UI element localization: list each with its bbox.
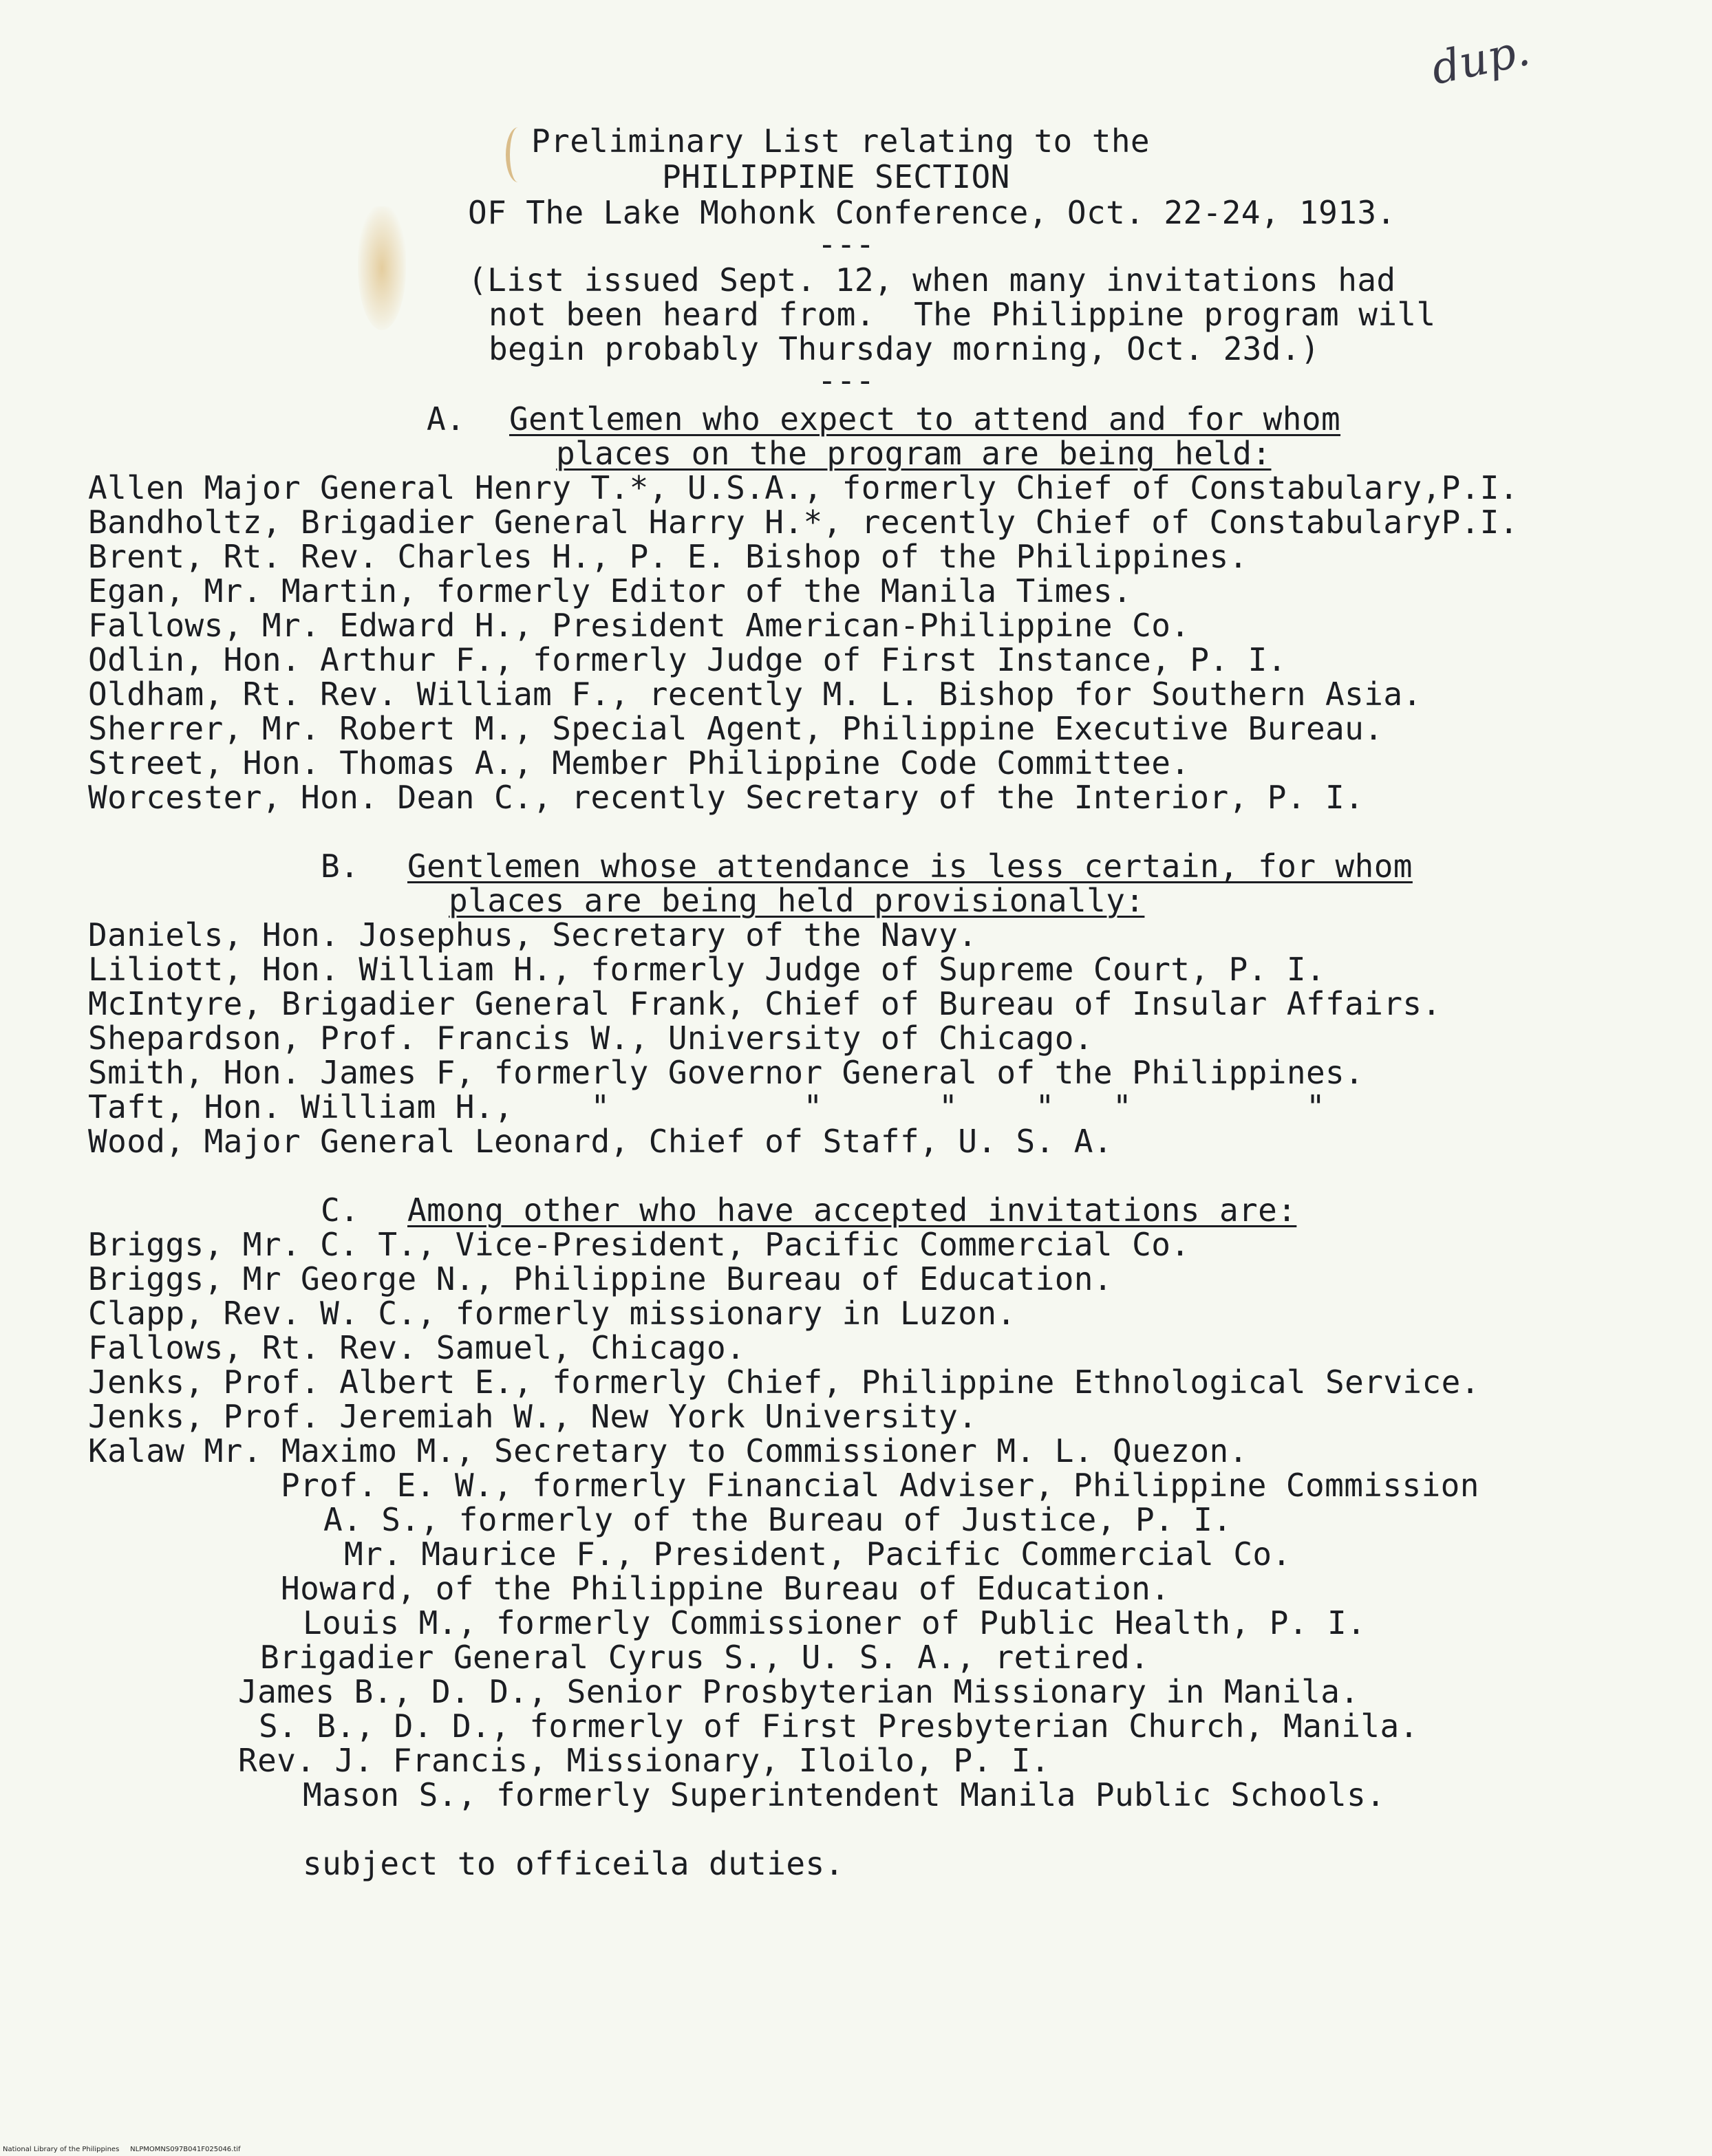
closing-note: subject to officeila duties.	[303, 1845, 844, 1882]
list-item: Briggs, Mr George N., Philippine Bureau of Education.	[88, 1260, 1113, 1297]
list-item: Oldham, Rt. Rev. William F., recently M. L. Bishop for Southern Asia.	[88, 676, 1422, 713]
list-item: Howard, of the Philippine Bureau of Education.	[281, 1570, 1170, 1607]
section-c-letter: C.	[321, 1192, 360, 1229]
rust-stain	[358, 206, 406, 330]
list-item: Mr. Maurice F., President, Pacific Commercial Co.	[344, 1535, 1292, 1573]
handwritten-note: dup.	[1426, 24, 1534, 96]
list-item: Brent, Rt. Rev. Charles H., P. E. Bishop of the Philippines.	[88, 538, 1248, 575]
list-item: Worcester, Hon. Dean C., recently Secretary of the Interior, P. I.	[88, 779, 1365, 816]
list-item: Jenks, Prof. Albert E., formerly Chief, Philippine Ethnological Service.	[88, 1363, 1480, 1401]
list-item: Wood, Major General Leonard, Chief of Staff, U. S. A.	[88, 1123, 1113, 1160]
section-a-letter: A.	[427, 400, 466, 438]
header-line-1: Preliminary List relating to the	[531, 122, 1151, 160]
list-item: McIntyre, Brigadier General Frank, Chief of Bureau of Insular Affairs.	[88, 985, 1442, 1022]
paper-clip-mark	[506, 127, 531, 182]
section-b-letter: B.	[321, 848, 360, 885]
section-b-heading-2: places are being held provisionally:	[449, 882, 1145, 919]
list-item: Clapp, Rev. W. C., formerly missionary in Luzon.	[88, 1295, 1016, 1332]
list-item: Sherrer, Mr. Robert M., Special Agent, Philippine Executive Bureau.	[88, 710, 1384, 747]
list-item: Shepardson, Prof. Francis W., University of Chicago.	[88, 1020, 1093, 1057]
section-a-heading-2: places on the program are being held:	[556, 435, 1272, 472]
list-item: Daniels, Hon. Josephus, Secretary of the Navy.	[88, 916, 978, 953]
scan-footer: National Library of the Philippines NLPMOMNS097B041F025046.tif	[3, 2146, 241, 2153]
list-item: S. B., D. D., formerly of First Presbyterian Church, Manila.	[259, 1707, 1419, 1745]
list-item: Kalaw Mr. Maximo M., Secretary to Commissioner M. L. Quezon.	[88, 1432, 1248, 1469]
list-item: Rev. J. Francis, Missionary, Iloilo, P. I.	[238, 1742, 1050, 1779]
header-separator-2: ---	[817, 362, 875, 399]
list-item: Fallows, Rt. Rev. Samuel, Chicago.	[88, 1329, 746, 1366]
header-note-1: (List issued Sept. 12, when many invitations had	[468, 261, 1396, 299]
list-item: Briggs, Mr. C. T., Vice-President, Pacific Commercial Co.	[88, 1226, 1190, 1263]
list-item: Egan, Mr. Martin, formerly Editor of the Manila Times.	[88, 572, 1133, 610]
list-item: Bandholtz, Brigadier General Harry H.*, recently Chief of ConstabularyP.I.	[88, 504, 1519, 541]
list-item: A. S., formerly of the Bureau of Justice, P. I.	[323, 1501, 1232, 1538]
section-a-heading-1: Gentlemen who expect to attend and for whom	[509, 400, 1341, 438]
header-note-2: not been heard from. The Philippine program will	[489, 296, 1436, 333]
header-note-3: begin probably Thursday morning, Oct. 23d.)	[489, 330, 1320, 367]
list-item: Liliott, Hon. William H., formerly Judge of Supreme Court, P. I.	[88, 951, 1326, 988]
list-item: James B., D. D., Senior Prosbyterian Missionary in Manila.	[238, 1673, 1360, 1710]
list-item: Smith, Hon. James F, formerly Governor General of the Philippines.	[88, 1054, 1365, 1091]
header-separator-1: ---	[817, 226, 875, 263]
list-item: Allen Major General Henry T.*, U.S.A., formerly Chief of Constabulary,P.I.	[88, 469, 1519, 506]
list-item: Louis M., formerly Commissioner of Public Health, P. I.	[303, 1604, 1367, 1641]
section-b-heading-1: Gentlemen whose attendance is less certain, for whom	[407, 848, 1413, 885]
list-item: Taft, Hon. William H., " " " " " "	[88, 1088, 1326, 1125]
list-item: Jenks, Prof. Jeremiah W., New York University.	[88, 1398, 978, 1435]
list-item: Prof. E. W., formerly Financial Adviser, Philippine Commission	[281, 1467, 1479, 1504]
list-item: Odlin, Hon. Arthur F., formerly Judge of First Instance, P. I.	[88, 641, 1287, 678]
list-item: Brigadier General Cyrus S., U. S. A., retired.	[260, 1639, 1150, 1676]
list-item: Mason S., formerly Superintendent Manila Public Schools.	[303, 1776, 1386, 1813]
list-item: Fallows, Mr. Edward H., President American-Philippine Co.	[88, 607, 1190, 644]
list-item: Street, Hon. Thomas A., Member Philippine Code Committee.	[88, 744, 1190, 781]
header-line-2: PHILIPPINE SECTION	[662, 158, 1010, 195]
header-line-3: OF The Lake Mohonk Conference, Oct. 22-24, 1913.	[468, 194, 1396, 231]
section-c-heading: Among other who have accepted invitations are:	[407, 1192, 1297, 1229]
